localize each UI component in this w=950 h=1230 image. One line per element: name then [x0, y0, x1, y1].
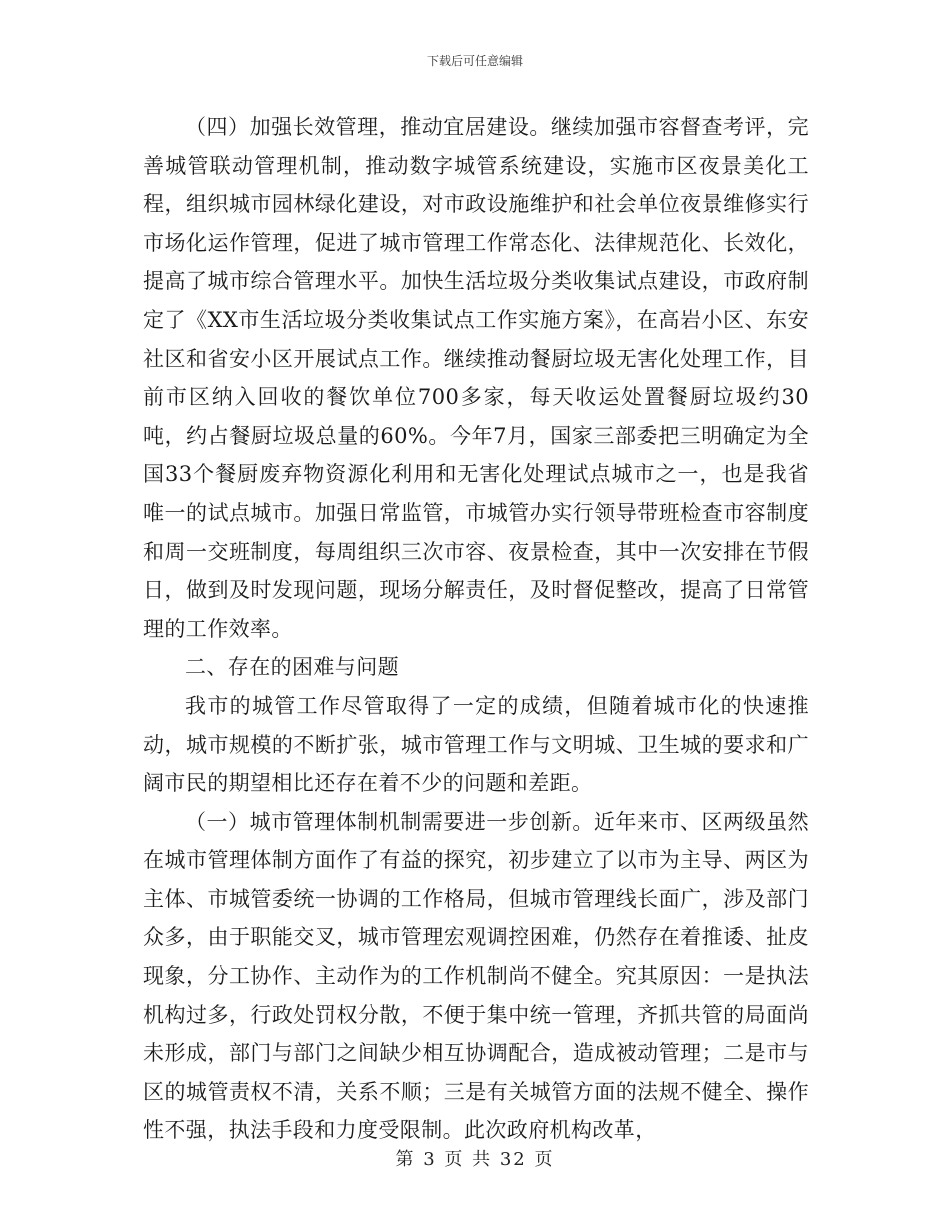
page-number: 第 3 页 共 32 页 [395, 1149, 555, 1170]
document-body [143, 108, 809, 1150]
page-header-note: 下载后可任意编辑 [426, 54, 523, 68]
paragraph-management-system: （一）城市管理体制机制需要进一步创新。近年来市、区两级虽然在城市管理体制方面作了有益的探究，初步建立了以市为主导、两区为主体、市城管委统一协调的工作格局，但城市管理线长面广，涉及部门众多，由于职能交叉，城市管理宏观调控困难，仍然存在着推诿、扯皮现象，分工协作、主动作为的工作机制尚不健全。究其原因：一是执法机构过多，行政处罚权分散，不便于集中统一管理，齐抓共管的局面尚未形成，部门与部门之间缺少相互协调配合，造成被动管理；二是市与区的城管责权不清，关系不顺；三是有关城管方面的法规不健全、操作性不强，执法手段和力度受限制。此次政府机构改革， [143, 809, 809, 1143]
paragraph-urban-management: （四）加强长效管理，推动宜居建设。继续加强市容督查考评，完善城管联动管理机制，推动数字城管系统建设，实施市区夜景美化工程，组织城市园林绿化建设，对市政设施维护和社会单位夜景维修实行市场化运作管理，促进了城市管理工作常态化、法律规范化、长效化，提高了城市综合管理水平。加快生活垃圾分类收集试点建设，市政府制定了《XX市生活垃圾分类收集试点工作实施方案》，在高岩小区、东安社区和省安小区开展试点工作。继续推动餐厨垃圾无害化处理工作，目前市区纳入回收的餐饮单位700多家，每天收运处置餐厨垃圾约30吨，约占餐厨垃圾总量的60%。今年7月，国家三部委把三明确定为全国33个餐厨废弃物资源化利用和无害化处理试点城市之一，也是我省唯一的试点城市。加强日常监管，市城管办实行领导带班检查市容制度和周一交班制度，每周组织三次市容、夜景检查，其中一次安排在节假日，做到及时发现问题，现场分解责任，及时督促整改，提高了日常管理的工作效率。 [143, 115, 809, 641]
paragraph-problems-intro: 我市的城管工作尽管取得了一定的成绩，但随着城市化的快速推动，城市规模的不断扩张，城市管理工作与文明城、卫生城的要求和广阔市民的期望相比还存在着不少的问题和差距。 [143, 693, 809, 796]
section-heading-problems: 二、存在的困难与问题 [185, 655, 399, 680]
